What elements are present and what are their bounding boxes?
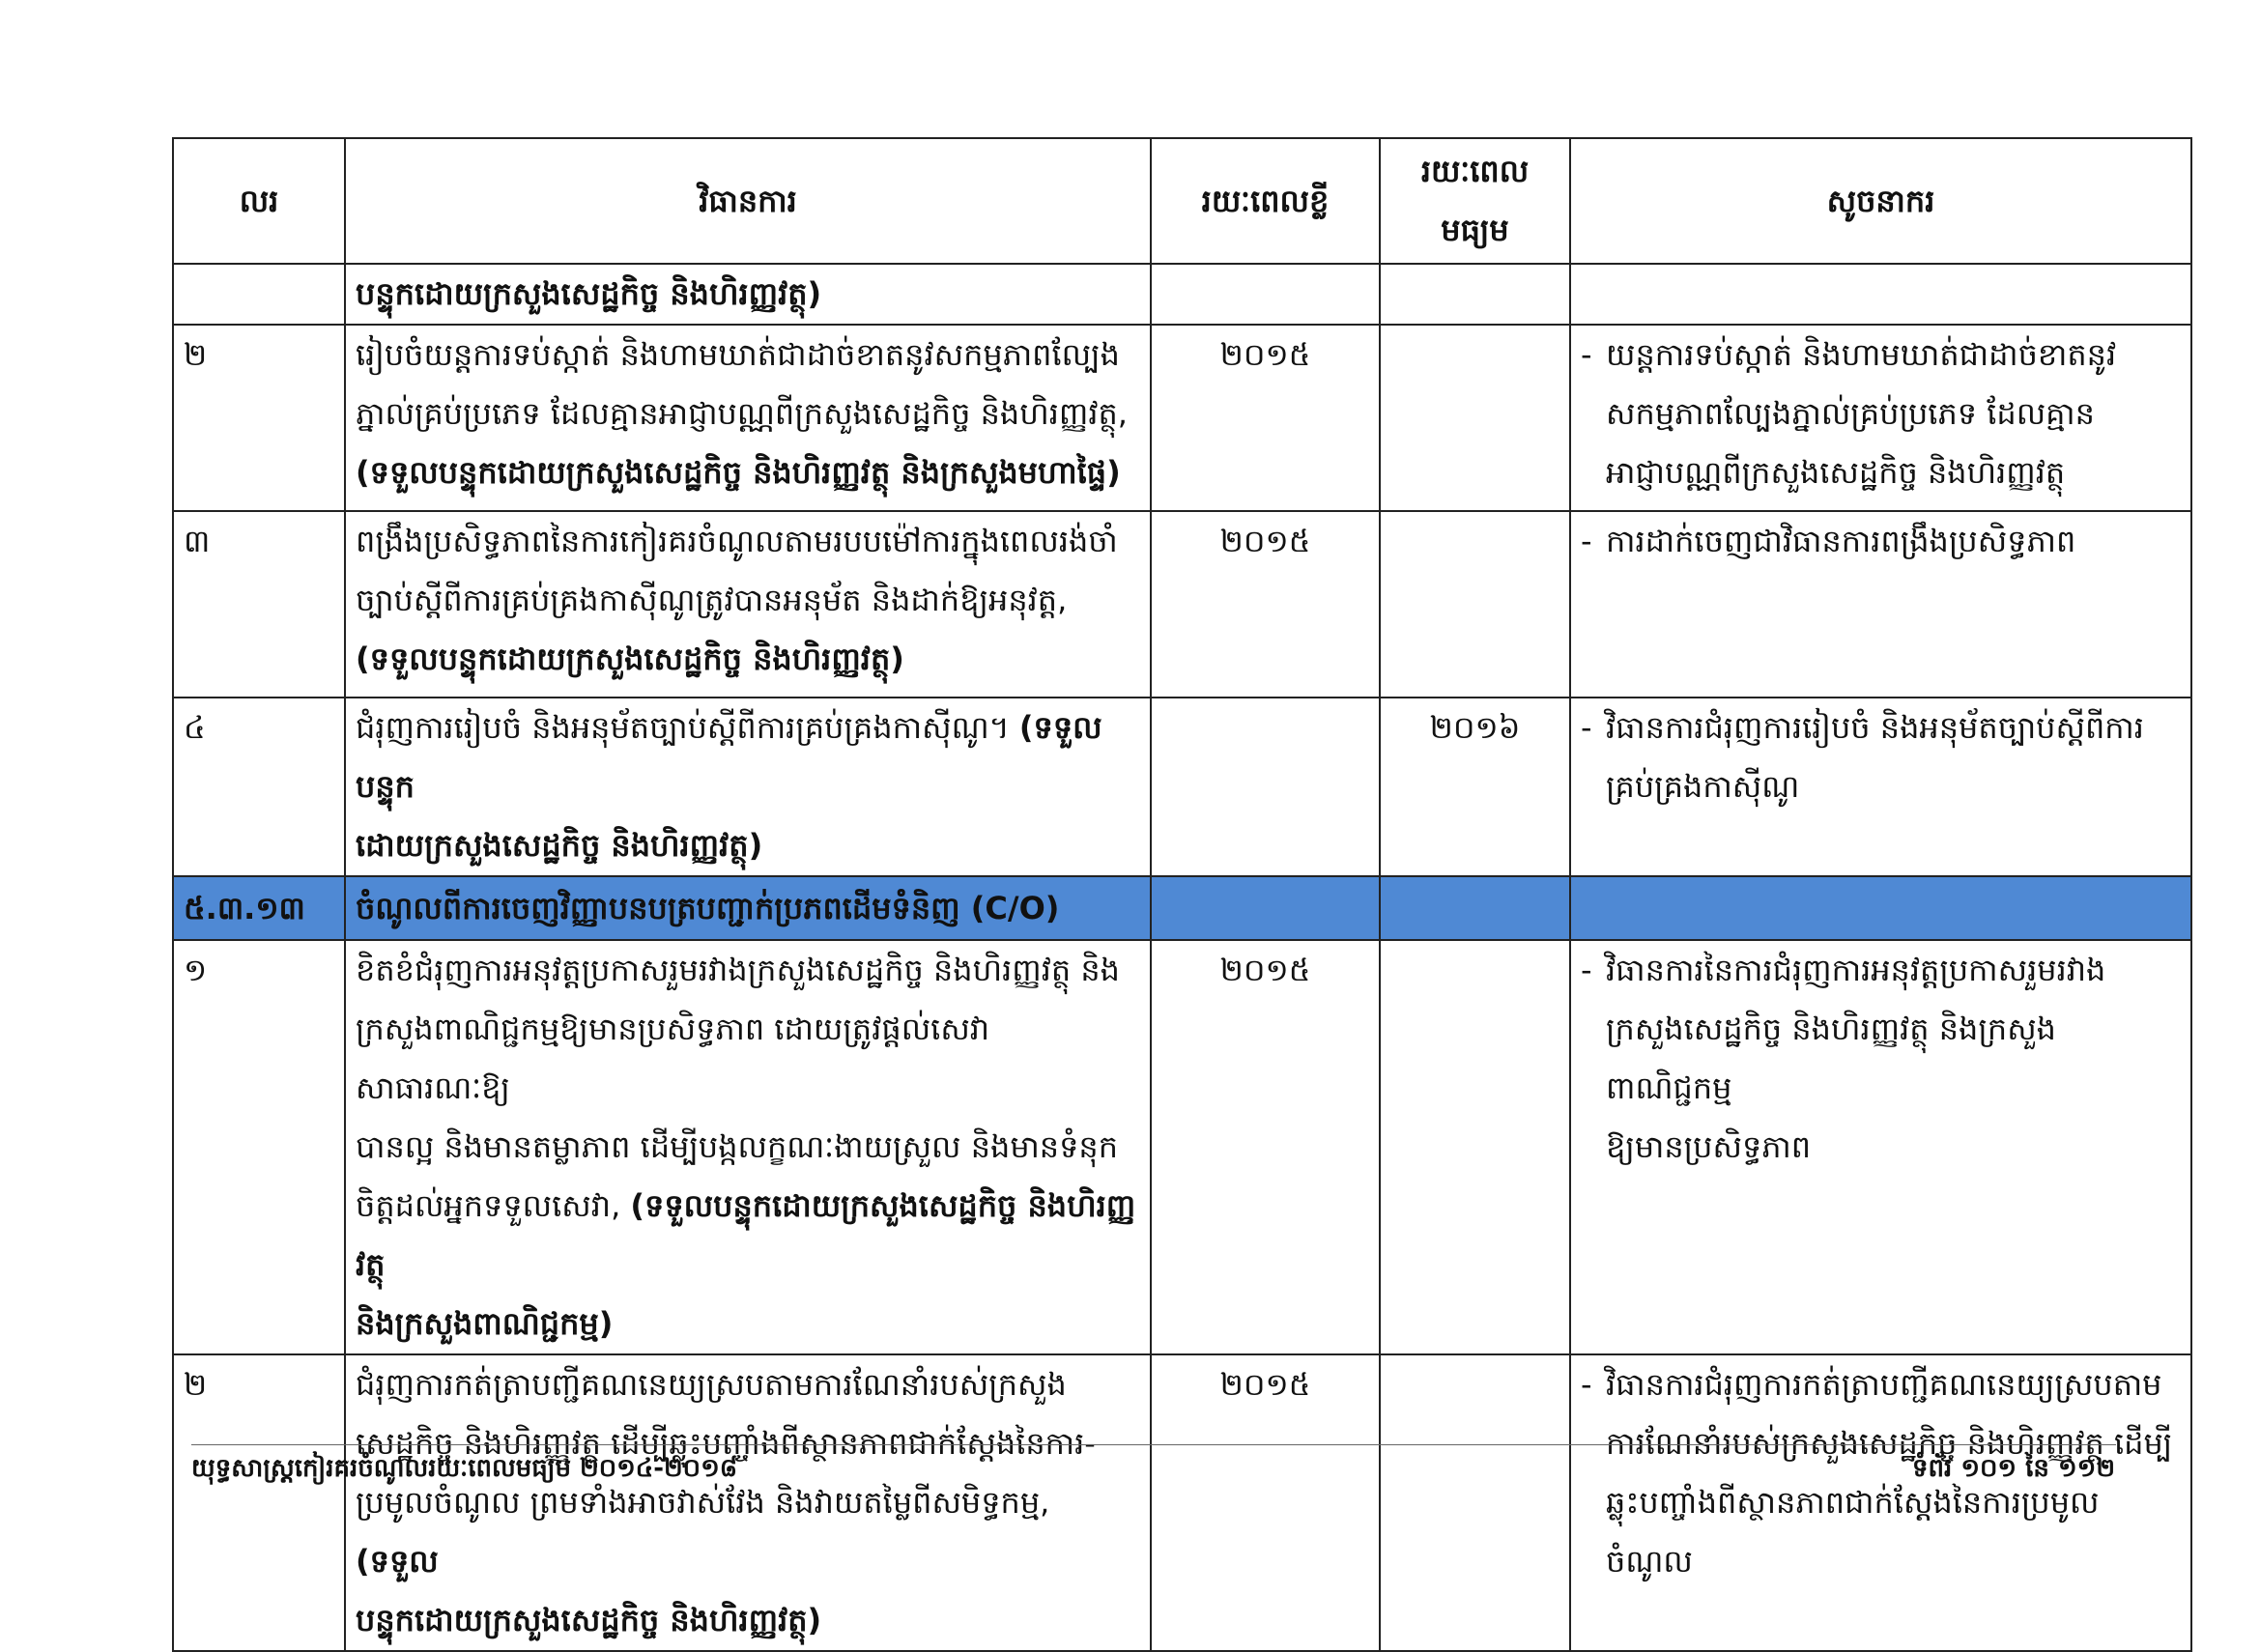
indicator-line: គ្រប់គ្រងកាស៊ីណូ [1606, 768, 1800, 805]
measure-line: ភ្នាល់គ្រប់ប្រភេទ ដែលគ្មានអាជ្ញាបណ្ណពីក្រសួងសេដ្ឋកិច្ច និងហិរញ្ញវត្ថុ, [356, 395, 1128, 432]
cell-measure [345, 698, 1151, 876]
indicator-line: ការដាក់ចេញជាវិធានការពង្រឹងប្រសិទ្ធភាព [1606, 523, 2076, 559]
measure-responsible: (ទទួលបន្ទុកដោយក្រសួងសេដ្ឋកិច្ច និងហិរញ្ញវត្ថុ [356, 1187, 1136, 1283]
footer-page-number: ទំព័រ ១០១ នៃ ១១២ [1912, 1454, 2115, 1483]
measure-responsible: (ទទួល [356, 1543, 439, 1580]
cell-indicator [1570, 264, 2191, 325]
cell-no: ៤ [173, 698, 345, 876]
indicator-line: យន្តការទប់ស្កាត់ និងហាមឃាត់ជាដាច់ខាតនូវ [1606, 336, 2117, 373]
footer-rule [191, 1444, 2116, 1445]
table-header-row [173, 138, 2191, 264]
cell-short-term: ២០១៥ [1151, 940, 1380, 1354]
measure-line: រៀបចំយន្តការទប់ស្កាត់ និងហាមឃាត់ជាដាច់ខាតនូវសកម្មភាពល្បែង [356, 336, 1120, 373]
indicator-line: អាជ្ញាបណ្ណពីក្រសួងសេដ្ឋកិច្ច និងហិរញ្ញវត្ថុ [1606, 454, 2066, 491]
measure-line: ក្រសួងពាណិជ្ជកម្មឱ្យមានប្រសិទ្ធភាព ដោយត្រូវផ្តល់សេវាសាធារណៈឱ្យ [356, 1011, 990, 1106]
strategy-table [172, 137, 2192, 1652]
section-cell [1151, 876, 1380, 940]
cell-medium-term: ២០១៦ [1380, 698, 1570, 876]
header-short-term: រយៈពេលខ្លី [1151, 138, 1380, 264]
indicator-line: ឱ្យមានប្រសិទ្ធភាព [1606, 1128, 1812, 1165]
measure-responsible: ដោយក្រសួងសេដ្ឋកិច្ច និងហិរញ្ញវត្ថុ) [356, 827, 763, 864]
cell-medium-term [1380, 1354, 1570, 1651]
indicator-line: វិធានការជំរុញការរៀបចំ និងអនុម័តច្បាប់ស្តីពីការ [1606, 709, 2144, 746]
indicator-dash: - [1581, 709, 1592, 746]
section-cell [1380, 876, 1570, 940]
indicator-line: វិធានការនៃការជំរុញការអនុវត្តប្រកាសរួមរវាង [1606, 952, 2106, 988]
footer-document-title: យុទ្ធសាស្ត្រកៀរគរចំណូលរយៈពេលមធ្យម ២០១៤-២០១៨ [191, 1454, 738, 1483]
cell-measure [345, 1354, 1151, 1651]
measure-line: ជំរុញការកត់ត្រាបញ្ជីគណនេយ្យស្របតាមការណែនាំរបស់ក្រសួង [356, 1366, 1067, 1403]
measure-line: ជំរុញការរៀបចំ និងអនុម័តច្បាប់ស្តីពីការគ្រប់គ្រងកាស៊ីណូ។ [356, 709, 1010, 746]
cell-indicator [1570, 940, 2191, 1354]
header-medium-term-line2: មធ្យម [1441, 212, 1509, 248]
measure-responsible: (ទទួលបន្ទុកដោយក្រសួងសេដ្ឋកិច្ច និងហិរញ្ញវត្ថុ) [356, 641, 904, 677]
measure-responsible: (ទទួលបន្ទុកដោយក្រសួងសេដ្ឋកិច្ច និងហិរញ្ញវត្ថុ និងក្រសួងមហាផ្ទៃ) [356, 454, 1121, 491]
cell-short-term: ២០១៥ [1151, 1354, 1380, 1651]
indicator-line: ឆ្លុះបញ្ចាំងពីស្ថានភាពជាក់ស្តែងនៃការប្រមូលចំណូល [1606, 1484, 2100, 1580]
indicator-line: សកម្មភាពល្បែងភ្នាល់គ្រប់ប្រភេទ ដែលគ្មាន [1606, 395, 2095, 432]
measure-responsible: បន្ទុកដោយក្រសួងសេដ្ឋកិច្ច និងហិរញ្ញវត្ថុ) [356, 275, 822, 312]
indicator-line: ក្រសួងសេដ្ឋកិច្ច និងហិរញ្ញវត្ថុ និងក្រសួងពាណិជ្ជកម្ម [1606, 1011, 2056, 1106]
measure-line: ច្បាប់ស្តីពីការគ្រប់គ្រងកាស៊ីណូត្រូវបានអនុម័ត និងដាក់ឱ្យអនុវត្ត, [356, 582, 1068, 618]
indicator-dash: - [1581, 336, 1592, 373]
table-row [173, 940, 2191, 1354]
cell-measure [345, 325, 1151, 511]
header-medium-term-line1: រយៈពេល [1420, 153, 1530, 189]
cell-medium-term [1380, 940, 1570, 1354]
table-row [173, 325, 2191, 511]
cell-short-term: ២០១៥ [1151, 325, 1380, 511]
header-indicator: សូចនាករ [1570, 138, 2191, 264]
indicator-line: ការណែនាំរបស់ក្រសួងសេដ្ឋកិច្ច និងហិរញ្ញវត្ថុ ដើម្បី [1606, 1425, 2173, 1462]
measure-responsible: និងក្រសួងពាណិជ្ជកម្ម) [356, 1305, 614, 1342]
cell-short-term [1151, 264, 1380, 325]
indicator-dash: - [1581, 1366, 1592, 1403]
header-no: លរ [173, 138, 345, 264]
cell-no: ៣ [173, 511, 345, 698]
cell-no: ២ [173, 325, 345, 511]
measure-line: ពង្រឹងប្រសិទ្ធភាពនៃការកៀរគរចំណូលតាមរបបម៉ៅការក្នុងពេលរង់ចាំ [356, 523, 1118, 559]
table-row [173, 1354, 2191, 1651]
measure-line: ខិតខំជំរុញការអនុវត្តប្រកាសរួមរវាងក្រសួងសេដ្ឋកិច្ច និងហិរញ្ញវត្ថុ និង [356, 952, 1120, 988]
cell-measure [345, 511, 1151, 698]
measure-responsible: បន្ទុកដោយក្រសួងសេដ្ឋកិច្ច និងហិរញ្ញវត្ថុ) [356, 1602, 822, 1638]
indicator-dash: - [1581, 523, 1592, 559]
cell-measure [345, 264, 1151, 325]
table-row [173, 698, 2191, 876]
cell-indicator [1570, 698, 2191, 876]
cell-indicator [1570, 511, 2191, 698]
cell-no: ១ [173, 940, 345, 1354]
measure-line: ចិត្តដល់អ្នកទទួលសេវា, [356, 1187, 621, 1224]
section-cell [1570, 876, 2191, 940]
cell-measure [345, 940, 1151, 1354]
cell-medium-term [1380, 264, 1570, 325]
table-row [173, 511, 2191, 698]
section-number: ៥.៣.១៣ [173, 876, 345, 940]
cell-short-term [1151, 698, 1380, 876]
cell-indicator [1570, 1354, 2191, 1651]
header-measure: វិធានការ [345, 138, 1151, 264]
table-row [173, 264, 2191, 325]
indicator-line: វិធានការជំរុញការកត់ត្រាបញ្ជីគណនេយ្យស្របតាម [1606, 1366, 2162, 1403]
section-title: ចំណូលពីការចេញវិញ្ញាបនបត្របញ្ជាក់ប្រភពដើមទំនិញ (C/O) [345, 876, 1151, 940]
cell-no [173, 264, 345, 325]
cell-indicator [1570, 325, 2191, 511]
measure-line: ប្រមូលចំណូល ព្រមទាំងអាចវាស់វែង និងវាយតម្លៃពីសមិទ្ធកម្ម, [356, 1484, 1050, 1521]
measure-line: បានល្អ និងមានតម្លាភាព ដើម្បីបង្កលក្ខណៈងាយស្រួល និងមានទំនុក [356, 1128, 1119, 1165]
indicator-dash: - [1581, 952, 1592, 988]
measure-line: សេដ្ឋកិច្ច និងហិរញ្ញវត្ថុ ដើម្បីឆ្លុះបញ្ចាំងពីស្ថានភាពជាក់ស្តែងនៃការ- [356, 1425, 1096, 1462]
measure-responsible: (ទទួលបន្ទុក [356, 709, 1102, 805]
cell-medium-term [1380, 511, 1570, 698]
section-row [173, 876, 2191, 940]
cell-no: ២ [173, 1354, 345, 1651]
header-medium-term [1380, 138, 1570, 264]
cell-short-term: ២០១៥ [1151, 511, 1380, 698]
cell-medium-term [1380, 325, 1570, 511]
